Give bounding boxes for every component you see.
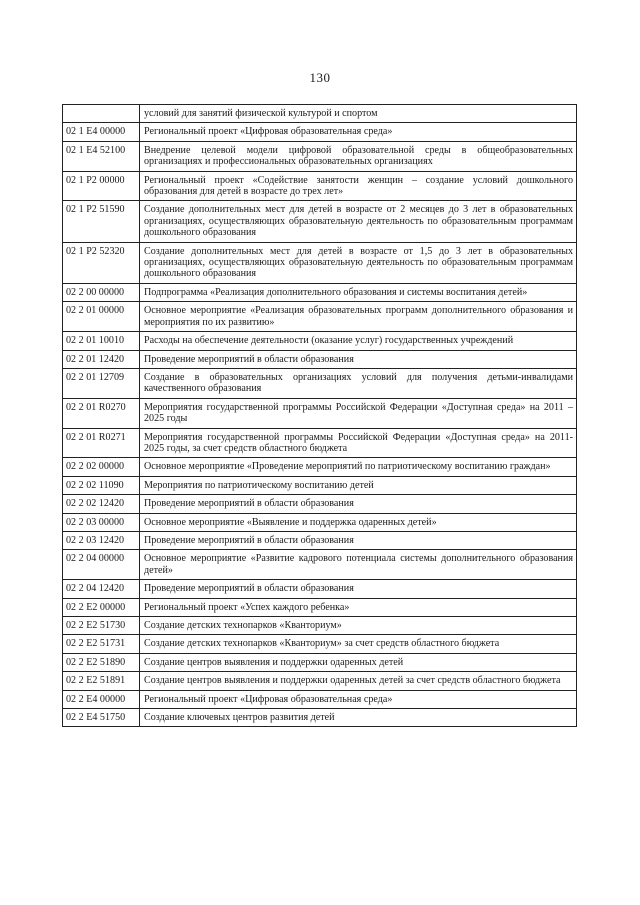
table-row [63,332,577,350]
expense-name-cell: Региональный проект «Цифровая образовательная среда» [140,123,577,141]
table-row [63,302,577,332]
classification-table [62,104,577,727]
table-row [63,141,577,171]
classification-code-cell: 02 2 E2 51731 [63,635,140,653]
expense-name-cell: Создание дополнительных мест для детей в возрасте от 1,5 до 3 лет в образовательных организациях, осуществляющих образовательную деятельность по образовательным программам дошкольного образования [140,242,577,283]
expense-name-cell: Основное мероприятие «Реализация образовательных программ дополнительного образования и мероприятия по их развитию» [140,302,577,332]
table-row [63,598,577,616]
classification-code-cell: 02 2 01 R0271 [63,428,140,458]
table-row [63,690,577,708]
classification-code-cell: 02 2 02 00000 [63,458,140,476]
expense-name-cell: Создание детских технопарков «Кванториум» за счет средств областного бюджета [140,635,577,653]
table-row [63,368,577,398]
classification-code-cell: 02 2 E2 51730 [63,617,140,635]
classification-code-cell [63,105,140,123]
classification-code-cell: 02 2 02 12420 [63,495,140,513]
classification-code-cell: 02 2 E4 51750 [63,709,140,727]
classification-code-cell: 02 2 03 12420 [63,531,140,549]
expense-name-cell: Проведение мероприятий в области образования [140,495,577,513]
expense-name-cell: Расходы на обеспечение деятельности (оказание услуг) государственных учреждений [140,332,577,350]
table-row [63,580,577,598]
classification-code-cell: 02 1 P2 52320 [63,242,140,283]
expense-name-cell: Создание дополнительных мест для детей в возрасте от 2 месяцев до 3 лет в образовательных организациях, осуществляющих образовательную деятельность по образовательным программам дошкольного образования [140,201,577,242]
classification-code-cell: 02 2 00 00000 [63,283,140,301]
expense-name-cell: Создание детских технопарков «Кванториум» [140,617,577,635]
table-row [63,171,577,201]
expense-name-cell: Создание ключевых центров развития детей [140,709,577,727]
classification-code-cell: 02 1 P2 51590 [63,201,140,242]
expense-name-cell: Создание центров выявления и поддержки одаренных детей [140,653,577,671]
table-row [63,495,577,513]
expense-name-cell: Создание центров выявления и поддержки одаренных детей за счет средств областного бюджета [140,672,577,690]
classification-code-cell: 02 2 04 12420 [63,580,140,598]
classification-code-cell: 02 2 04 00000 [63,550,140,580]
classification-code-cell: 02 2 03 00000 [63,513,140,531]
classification-code-cell: 02 2 01 R0270 [63,398,140,428]
expense-name-cell: Региональный проект «Успех каждого ребенка» [140,598,577,616]
classification-code-cell: 02 2 E4 00000 [63,690,140,708]
table-row [63,398,577,428]
table-row [63,531,577,549]
table-row [63,201,577,242]
expense-name-cell: Основное мероприятие «Развитие кадрового потенциала системы дополнительного образования детей» [140,550,577,580]
expense-name-cell: Создание в образовательных организациях условий для получения детьми-инвалидами качественного образования [140,368,577,398]
classification-code-cell: 02 2 01 10010 [63,332,140,350]
classification-code-cell: 02 1 E4 00000 [63,123,140,141]
table-row [63,123,577,141]
table-row [63,550,577,580]
classification-code-cell: 02 2 01 12709 [63,368,140,398]
table-row [63,242,577,283]
expense-name-cell: Проведение мероприятий в области образования [140,531,577,549]
table-row [63,105,577,123]
classification-code-cell: 02 2 01 00000 [63,302,140,332]
classification-code-cell: 02 1 E4 52100 [63,141,140,171]
expense-name-cell: Внедрение целевой модели цифровой образовательной среды в общеобразовательных организациях и профессиональных образовательных организациях [140,141,577,171]
table-row [63,513,577,531]
table-row [63,458,577,476]
budget-classification-table [62,104,576,727]
table-row [63,350,577,368]
classification-code-cell: 02 2 02 11090 [63,476,140,494]
expense-name-cell: Проведение мероприятий в области образования [140,580,577,598]
expense-name-cell: Мероприятия по патриотическому воспитанию детей [140,476,577,494]
table-body [63,105,577,727]
expense-name-cell: Региональный проект «Цифровая образовательная среда» [140,690,577,708]
expense-name-cell: Подпрограмма «Реализация дополнительного образования и системы воспитания детей» [140,283,577,301]
expense-name-cell: Основное мероприятие «Выявление и поддержка одаренных детей» [140,513,577,531]
expense-name-cell: Мероприятия государственной программы Российской Федерации «Доступная среда» на 2011-2025 годы, за счет средств областного бюджета [140,428,577,458]
expense-name-cell: Проведение мероприятий в области образования [140,350,577,368]
expense-name-cell: условий для занятий физической культурой и спортом [140,105,577,123]
table-row [63,617,577,635]
classification-code-cell: 02 2 E2 51890 [63,653,140,671]
table-row [63,283,577,301]
page-number: 130 [309,70,331,85]
table-row [63,653,577,671]
table-row [63,635,577,653]
classification-code-cell: 02 1 P2 00000 [63,171,140,201]
classification-code-cell: 02 2 E2 00000 [63,598,140,616]
table-row [63,709,577,727]
table-row [63,672,577,690]
expense-name-cell: Мероприятия государственной программы Российской Федерации «Доступная среда» на 2011 – 2025 годы [140,398,577,428]
expense-name-cell: Основное мероприятие «Проведение мероприятий по патриотическому воспитанию граждан» [140,458,577,476]
table-row [63,476,577,494]
table-row [63,428,577,458]
classification-code-cell: 02 2 01 12420 [63,350,140,368]
classification-code-cell: 02 2 E2 51891 [63,672,140,690]
expense-name-cell: Региональный проект «Содействие занятости женщин – создание условий дошкольного образования для детей в возрасте до трех лет» [140,171,577,201]
